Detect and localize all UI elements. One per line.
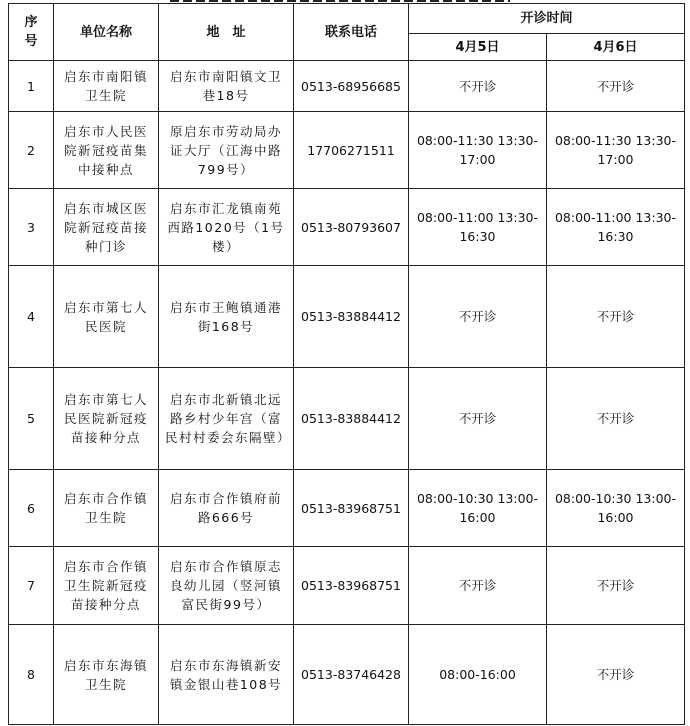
row-unit: 启东市合作镇卫生院 [54, 470, 159, 547]
header-phone: 联系电话 [294, 4, 409, 61]
table-row [9, 547, 685, 625]
header-day1: 4月5日 [409, 34, 547, 61]
table-row [9, 368, 685, 470]
row-day2: 08:00-10:30 13:00-16:00 [547, 470, 685, 547]
table-row [9, 189, 685, 266]
row-address: 启东市东海镇新安镇金银山巷108号 [159, 625, 294, 725]
header-index: 序号 [9, 4, 54, 61]
row-index: 2 [9, 112, 54, 189]
row-day2: 08:00-11:30 13:30-17:00 [547, 112, 685, 189]
row-index: 4 [9, 266, 54, 368]
header-address: 地 址 [159, 4, 294, 61]
row-day1: 不开诊 [409, 266, 547, 368]
row-day2: 不开诊 [547, 61, 685, 112]
row-unit: 启东市东海镇卫生院 [54, 625, 159, 725]
row-index: 8 [9, 625, 54, 725]
row-phone: 0513-83968751 [294, 547, 409, 625]
table-row [9, 625, 685, 725]
row-phone: 0513-83746428 [294, 625, 409, 725]
row-phone: 0513-83884412 [294, 266, 409, 368]
header-day2: 4月6日 [547, 34, 685, 61]
row-address: 启东市合作镇府前路666号 [159, 470, 294, 547]
row-day1: 08:00-10:30 13:00-16:00 [409, 470, 547, 547]
row-phone: 0513-80793607 [294, 189, 409, 266]
row-index: 5 [9, 368, 54, 470]
row-day1: 08:00-11:30 13:30-17:00 [409, 112, 547, 189]
row-phone: 0513-83884412 [294, 368, 409, 470]
header-hours: 开诊时间 [409, 4, 685, 34]
row-unit: 启东市合作镇卫生院新冠疫苗接种分点 [54, 547, 159, 625]
row-day1: 不开诊 [409, 547, 547, 625]
row-index: 3 [9, 189, 54, 266]
row-unit: 启东市第七人民医院新冠疫苗接种分点 [54, 368, 159, 470]
row-day2: 不开诊 [547, 266, 685, 368]
row-address: 启东市北新镇北远路乡村少年宫（富民村村委会东隔壁） [159, 368, 294, 470]
row-index: 1 [9, 61, 54, 112]
row-address: 原启东市劳动局办证大厅（江海中路799号） [159, 112, 294, 189]
table-row [9, 61, 685, 112]
row-day2: 08:00-11:00 13:30-16:30 [547, 189, 685, 266]
table-row [9, 470, 685, 547]
header-unit: 单位名称 [54, 4, 159, 61]
clinic-hours-table [8, 3, 685, 725]
row-unit: 启东市第七人民医院 [54, 266, 159, 368]
row-day2: 不开诊 [547, 625, 685, 725]
row-index: 6 [9, 470, 54, 547]
table-row [9, 266, 685, 368]
row-address: 启东市汇龙镇南苑西路1020号（1号楼） [159, 189, 294, 266]
row-index: 7 [9, 547, 54, 625]
row-day1: 不开诊 [409, 61, 547, 112]
row-phone: 0513-68956685 [294, 61, 409, 112]
row-unit: 启东市人民医院新冠疫苗集中接种点 [54, 112, 159, 189]
row-day1: 不开诊 [409, 368, 547, 470]
row-unit: 启东市城区医院新冠疫苗接种门诊 [54, 189, 159, 266]
table-row [9, 112, 685, 189]
row-phone: 17706271511 [294, 112, 409, 189]
row-phone: 0513-83968751 [294, 470, 409, 547]
row-unit: 启东市南阳镇卫生院 [54, 61, 159, 112]
row-day2: 不开诊 [547, 547, 685, 625]
row-address: 启东市王鲍镇通港街168号 [159, 266, 294, 368]
row-day1: 08:00-11:00 13:30-16:30 [409, 189, 547, 266]
row-address: 启东市合作镇原志良幼儿园（竖河镇富民街99号） [159, 547, 294, 625]
row-address: 启东市南阳镇文卫巷18号 [159, 61, 294, 112]
row-day2: 不开诊 [547, 368, 685, 470]
row-day1: 08:00-16:00 [409, 625, 547, 725]
